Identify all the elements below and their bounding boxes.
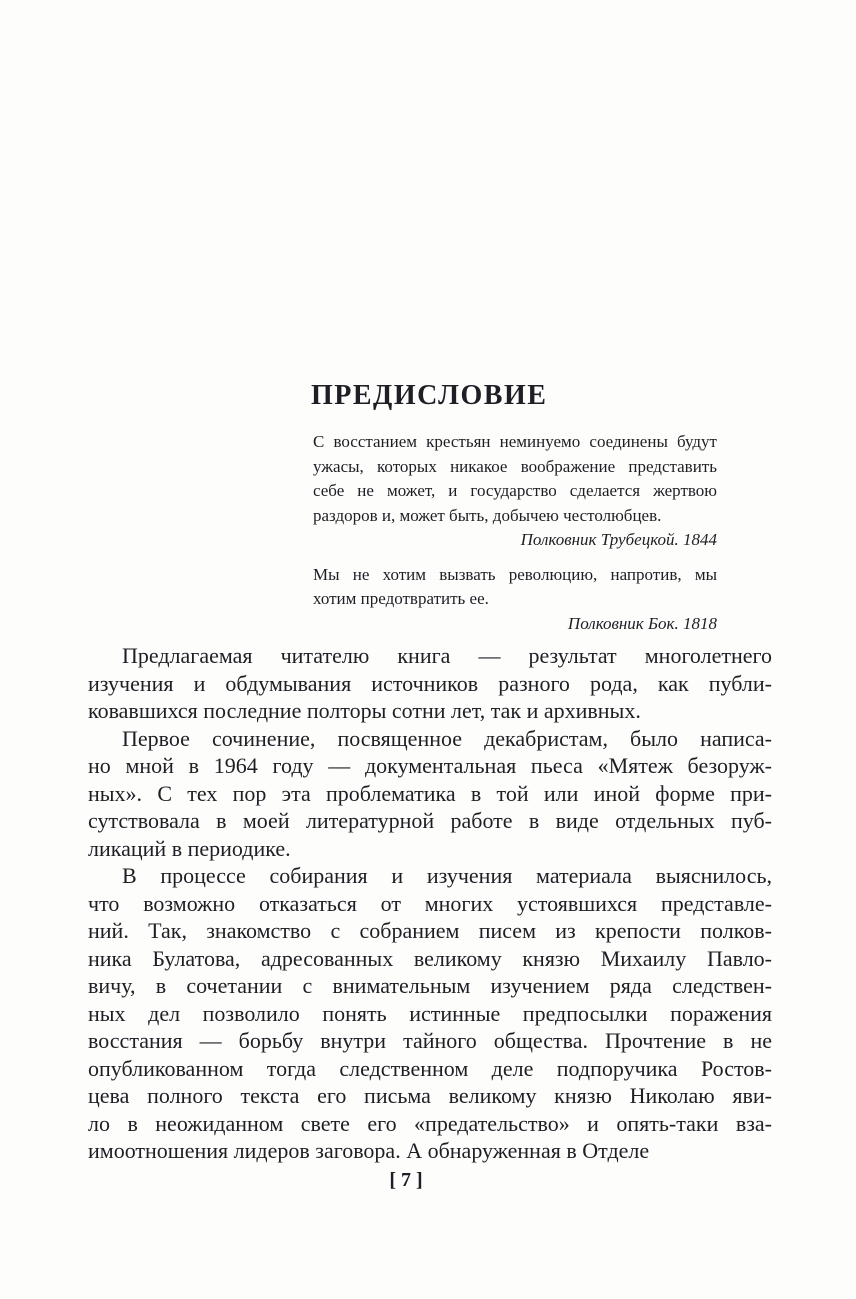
body-text-line: цева полного текста его письма великому князю Николаю яви-: [88, 1083, 772, 1108]
body-text-line: имоотношения лидеров заговора. А обнаруженная в Отделе: [88, 1138, 650, 1163]
body-text-line: вичу, в сочетании с внимательным изучением ряда следствен-: [88, 973, 772, 998]
paragraph: [88, 642, 772, 725]
paragraph: [88, 725, 772, 863]
epigraph-attribution: Полковник Бок. 1818: [567, 613, 717, 633]
epigraph-line: хотим предотвратить ее.: [313, 589, 489, 608]
body-text-line: В процессе собирания и изучения материала выяснилось,: [122, 863, 772, 888]
body-text: [88, 642, 772, 1165]
body-text-line: ных». С тех пор эта проблематика в той или иной форме при-: [88, 780, 772, 806]
chapter-heading: ПРЕДИСЛОВИЕ: [311, 380, 548, 411]
epigraph-line: ужасы, которых никакое воображение представить: [313, 456, 717, 476]
paragraph: [88, 862, 772, 1165]
page-number: [ 7 ]: [389, 1169, 423, 1191]
body-text-line: ло в неожиданном свете его «предательство» и опять-таки вза-: [88, 1110, 772, 1136]
body-text-line: опубликованном тогда следственном деле подпоручика Ростов-: [88, 1055, 772, 1081]
body-text-line: Первое сочинение, посвященное декабристам, было написа-: [122, 725, 772, 751]
epigraph: [313, 430, 717, 553]
epigraph-attribution: Полковник Трубецкой. 1844: [520, 530, 717, 549]
body-text-line: Предлагаемая читателю книга — результат многолетнего: [122, 643, 772, 668]
epigraph: [313, 563, 717, 637]
body-text-line: ний. Так, знакомство с собранием писем из крепости полков-: [88, 918, 772, 943]
epigraph-line: С восстанием крестьян неминуемо соединены будут: [313, 432, 717, 451]
body-text-line: что возможно отказаться от многих устоявшихся представле-: [88, 890, 772, 916]
epigraph-line: раздоров и, может быть, добычею честолюбцев.: [313, 505, 662, 525]
body-text-line: но мной в 1964 году — документальная пьеса «Мятеж безоруж-: [88, 753, 772, 778]
body-text-line: ковавшихся последние полторы сотни лет, так и архивных.: [88, 698, 641, 723]
epigraph-line: Мы не хотим вызвать революцию, напротив, мы: [313, 564, 717, 584]
body-text-line: восстания — борьбу внутри тайного общества. Прочтение в не: [88, 1028, 772, 1053]
body-text-line: ных дел позволило понять истинные предпосылки поражения: [88, 1000, 772, 1026]
epigraph-line: себе не может, и государство сделается жертвою: [313, 481, 717, 500]
body-text-line: ликаций в периодике.: [88, 835, 291, 861]
epigraph-block: [313, 430, 717, 646]
body-text-line: ника Булатова, адресованных великому князю Михаилу Павло-: [88, 945, 772, 971]
body-text-line: изучения и обдумывания источников разного рода, как публи-: [88, 670, 772, 696]
body-text-line: сутствовала в моей литературной работе в виде отдельных пуб-: [88, 808, 772, 833]
